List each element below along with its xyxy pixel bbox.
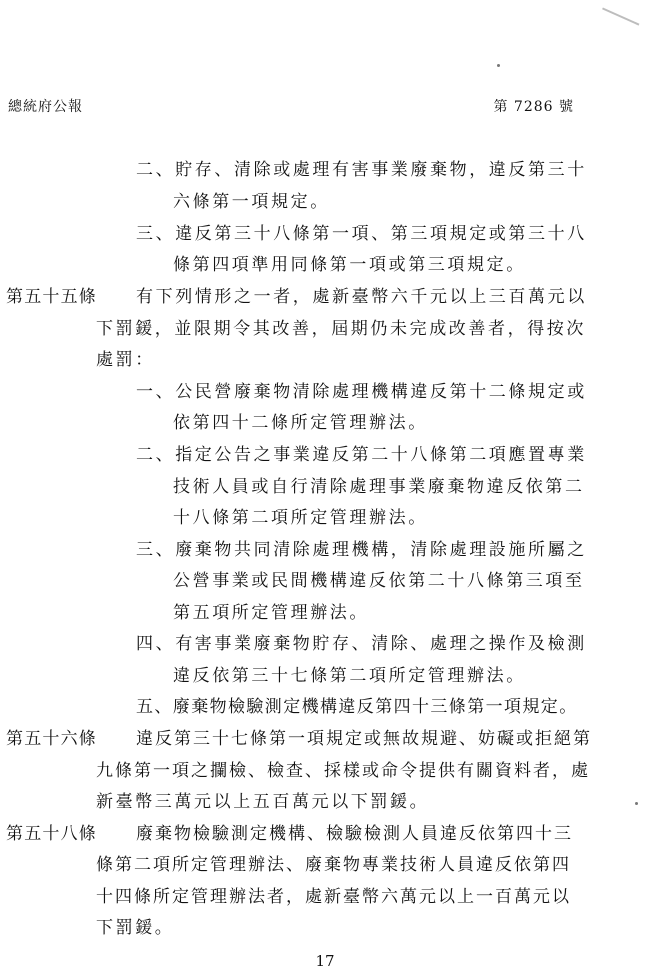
article-text: 新臺幣三萬元以上五百萬元以下罰鍰。 — [96, 792, 430, 812]
article-text: 下罰鍰。 — [96, 918, 175, 938]
article-text: 廢棄物檢驗測定機構、檢驗檢測人員違反依第四十三 — [136, 824, 573, 844]
item-line: 二、貯存、清除或處理有害事業廢棄物，違反第三十 — [136, 160, 587, 180]
page-number: 17 — [315, 952, 335, 970]
article-text: 違反第三十七條第一項規定或無故規避、妨礙或拒絕第 — [136, 729, 592, 749]
gazette-title: 總統府公報 — [8, 99, 83, 115]
item-line: 六條第一項規定。 — [173, 192, 330, 212]
item-line: 一、公民營廢棄物清除處理機構違反第十二條規定或 — [136, 382, 587, 402]
item-line: 技術人員或自行清除處理事業廢棄物違反依第二 — [173, 477, 585, 497]
item-line: 三、違反第三十八條第一項、第三項規定或第三十八 — [136, 224, 587, 244]
article-label: 第五十八條 — [6, 824, 97, 844]
article-label: 第五十五條 — [6, 287, 97, 307]
issue-number: 第 7286 號 — [493, 99, 574, 115]
article-text: 九條第一項之攔檢、檢查、採樣或命令提供有關資料者，處 — [96, 761, 590, 781]
item-line: 五、廢棄物檢驗測定機構違反第四十三條第一項規定。 — [136, 697, 578, 717]
scan-speck — [497, 64, 500, 67]
article-text: 處罰： — [96, 350, 155, 370]
article-text: 十四條所定管理辦法者，處新臺幣六萬元以上一百萬元以 — [96, 887, 571, 907]
scan-edge-mark — [602, 0, 650, 26]
item-line: 三、廢棄物共同清除處理機構，清除處理設施所屬之 — [136, 540, 587, 560]
item-line: 違反依第三十七條第二項所定管理辦法。 — [173, 666, 526, 686]
scan-speck — [635, 802, 638, 805]
item-line: 四、有害事業廢棄物貯存、清除、處理之操作及檢測 — [136, 634, 587, 654]
item-line: 條第四項準用同條第一項或第三項規定。 — [173, 255, 526, 275]
article-label: 第五十六條 — [6, 729, 97, 749]
item-line: 公營事業或民間機構違反依第二十八條第三項至 — [173, 571, 585, 591]
item-line: 第五項所定管理辦法。 — [173, 603, 369, 623]
item-line: 十八條第二項所定管理辦法。 — [173, 508, 428, 528]
article-text: 條第二項所定管理辦法、廢棄物專業技術人員違反依第四 — [96, 855, 571, 875]
article-text: 下罰鍰，並限期令其改善，屆期仍未完成改善者，得按次 — [96, 319, 586, 339]
article-text: 有下列情形之一者，處新臺幣六千元以上三百萬元以 — [136, 287, 587, 307]
item-line: 依第四十二條所定管理辦法。 — [173, 413, 428, 433]
item-line: 二、指定公告之事業違反第二十八條第二項應置專業 — [136, 445, 587, 465]
